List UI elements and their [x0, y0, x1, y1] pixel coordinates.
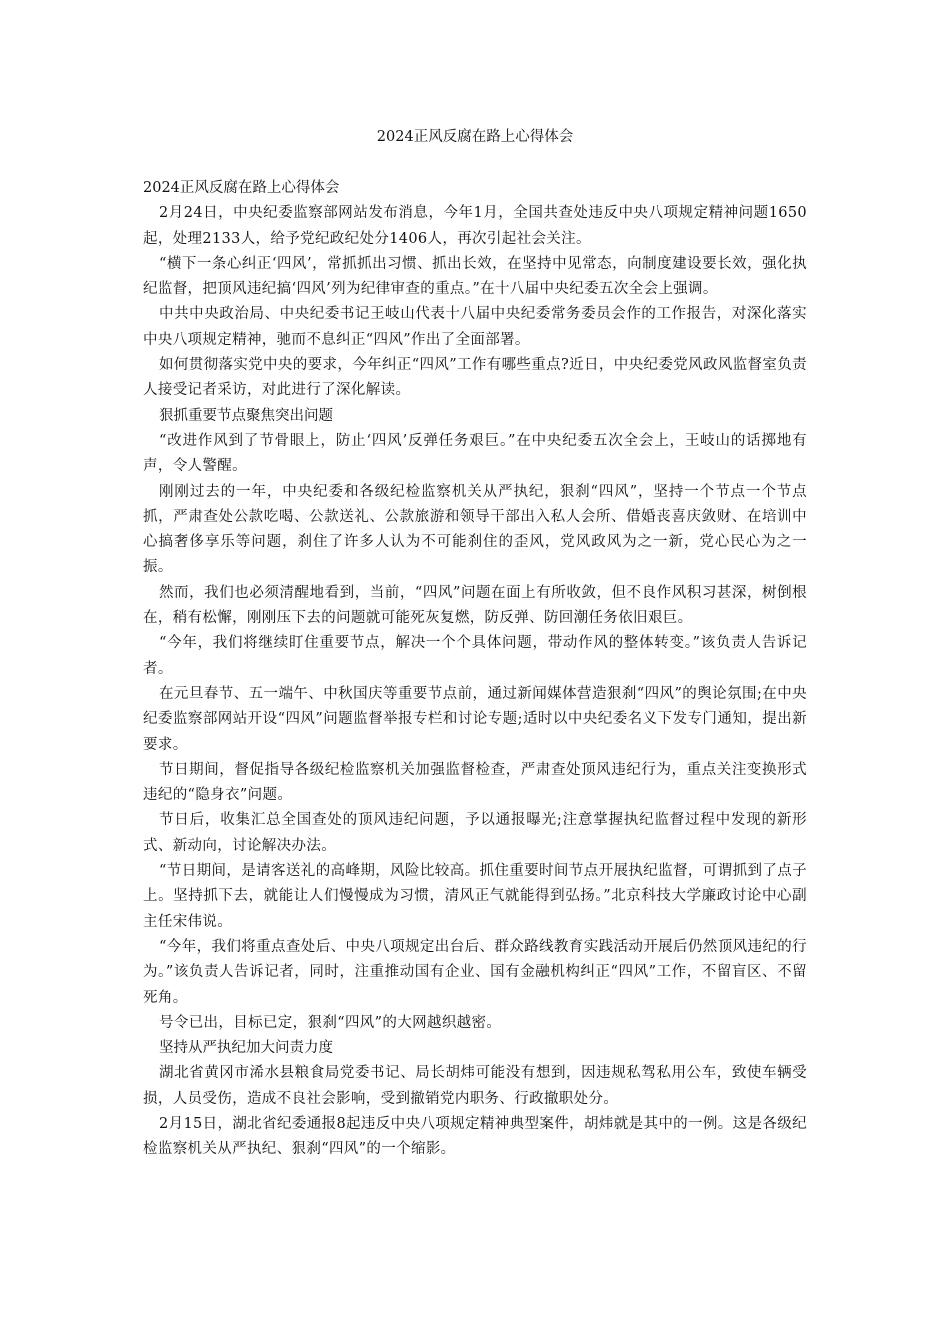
paragraph: 然而，我们也必须清醒地看到，当前，“四风”问题在面上有所收敛，但不良作风积习甚深，树倒根在，稍有松懈，刚刚压下去的问题就可能死灰复燃，防反弹、防回潮任务依旧艰巨。 [143, 584, 807, 627]
paragraph: “今年，我们将继续盯住重要节点，解决一个个具体问题，带动作风的整体转变。”该负责人告诉记者。 [143, 635, 807, 677]
paragraph: 中共中央政治局、中央纪委书记王岐山代表十八届中央纪委常务委员会作的工作报告，对深化落实中央八项规定精神，驰而不息纠正“四风”作出了全面部署。 [143, 306, 807, 348]
document-subtitle: 2024正风反腐在路上心得体会 [143, 180, 340, 196]
document-title: 2024正风反腐在路上心得体会 [376, 129, 574, 145]
paragraph: “改进作风到了节骨眼上，防止‘四风’反弹任务艰巨。”在中央纪委五次全会上，王岐山的话掷地有声，令人警醒。 [143, 432, 807, 475]
paragraph: “横下一条心纠正‘四风’，常抓抓出习惯、抓出长效，在坚持中见常态，向制度建设要长效，强化执纪监督，把顶风违纪搞‘四风’列为纪律审查的重点。”在十八届中央纪委五次全会上强调。 [143, 255, 807, 298]
section-heading: 坚持从严执纪加大问责力度 [159, 1040, 333, 1057]
paragraph: 在元旦春节、五一端午、中秋国庆等重要节点前，通过新闻媒体营造狠刹“四风”的舆论氛围;在中央纪委监察部网站开设“四风”问题监督举报专栏和讨论专题;适时以中央纪委名义下发专门通知，提出新要求。 [143, 685, 807, 753]
paragraph: 节日后，收集汇总全国查处的顶风违纪问题，予以通报曝光;注意掌握执纪监督过程中发现的新形式、新动向，讨论解决办法。 [143, 812, 807, 854]
paragraph: 节日期间，督促指导各级纪检监察机关加强监督检查，严肃查处顶风违纪行为，重点关注变换形式违纪的“隐身衣”问题。 [143, 761, 807, 804]
paragraph: 2月24日，中央纪委监察部网站发布消息，今年1月，全国共查处违反中央八项规定精神问题1650起，处理2133人，给予党纪政纪处分1406人，再次引起社会关注。 [143, 205, 807, 247]
section-heading: 狠抓重要节点聚焦突出问题 [159, 407, 333, 424]
document-body [143, 176, 807, 1163]
paragraph: 刚刚过去的一年，中央纪委和各级纪检监察机关从严执纪，狠刹“四风”，坚持一个节点一个节点抓，严肃查处公款吃喝、公款送礼、公款旅游和领导干部出入私人会所、借婚丧喜庆敛财、在培训中心搞奢侈享乐等问题，刹住了许多人认为不可能刹住的歪风，党风政风为之一新，党心民心为之一振。 [143, 483, 807, 576]
paragraph: 号令已出，目标已定，狠刹“四风”的大网越织越密。 [159, 1014, 502, 1031]
paragraph: 如何贯彻落实党中央的要求，今年纠正“四风”工作有哪些重点?近日，中央纪委党风政风监督室负责人接受记者采访，对此进行了深化解读。 [143, 357, 807, 399]
paragraph: 2月15日，湖北省纪委通报8起违反中央八项规定精神典型案件，胡炜就是其中的一例。这是各级纪检监察机关从严执纪、狠刹“四风”的一个缩影。 [143, 1115, 807, 1158]
paragraph: 湖北省黄冈市浠水县粮食局党委书记、局长胡炜可能没有想到，因违规私驾私用公车，致使车辆受损，人员受伤，造成不良社会影响，受到撤销党内职务、行政撤职处分。 [143, 1065, 807, 1107]
paragraph: “今年，我们将重点查处后、中央八项规定出台后、群众路线教育实践活动开展后仍然顶风违纪的行为。”该负责人告诉记者，同时，注重推动国有企业、国有金融机构纠正“四风”工作，不留盲区、不留死角。 [143, 938, 807, 1006]
paragraph: “节日期间，是请客送礼的高峰期，风险比较高。抓住重要时间节点开展执纪监督，可谓抓到了点子上。坚持抓下去，就能让人们慢慢成为习惯，清风正气就能得到弘扬。”北京科技大学廉政讨论中心副主任宋伟说。 [143, 863, 807, 930]
